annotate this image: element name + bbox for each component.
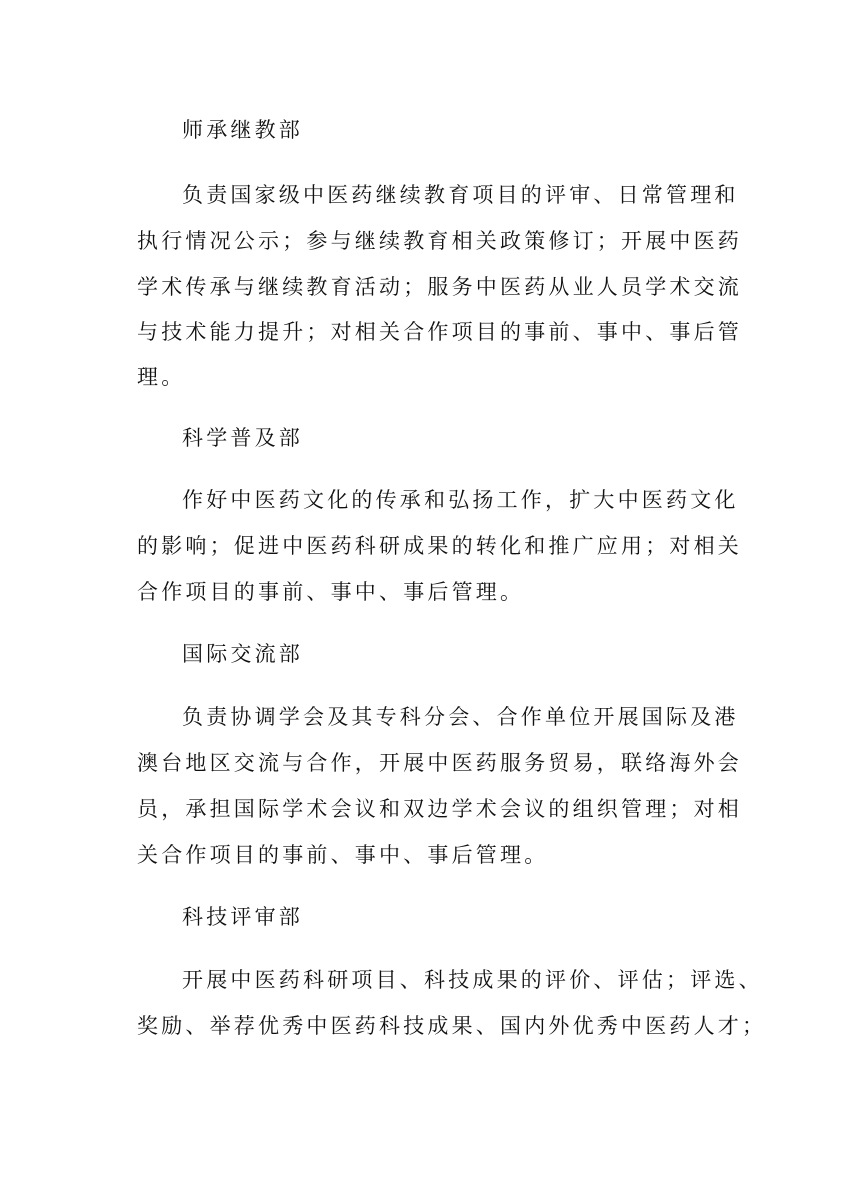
paragraph-line: 奖励、举荐优秀中医药科技成果、国内外优秀中医药人才； bbox=[137, 1014, 767, 1038]
paragraph-line: 学术传承与继续教育活动；服务中医药从业人员学术交流 bbox=[137, 275, 742, 299]
section-heading: 国际交流部 bbox=[182, 642, 303, 666]
paragraph-line: 澳台地区交流与合作，开展中医药服务贸易，联络海外会 bbox=[137, 751, 742, 775]
paragraph-line: 员，承担国际学术会议和双边学术会议的组织管理；对相 bbox=[137, 797, 742, 821]
paragraph-line: 作好中医药文化的传承和弘扬工作，扩大中医药文化 bbox=[182, 488, 739, 512]
section-heading: 师承继教部 bbox=[182, 118, 303, 142]
section-heading: 科技评审部 bbox=[182, 905, 303, 929]
paragraph-line: 执行情况公示；参与继续教育相关政策修订；开展中医药 bbox=[137, 229, 742, 253]
paragraph-line: 与技术能力提升；对相关合作项目的事前、事中、事后管 bbox=[137, 320, 742, 344]
paragraph-line: 负责协调学会及其专科分会、合作单位开展国际及港 bbox=[182, 705, 739, 729]
paragraph-line: 开展中医药科研项目、科技成果的评价、评估；评选、 bbox=[182, 968, 763, 992]
paragraph-line: 理。 bbox=[137, 365, 186, 389]
paragraph-line: 关合作项目的事前、事中、事后管理。 bbox=[137, 843, 549, 867]
paragraph-line: 负责国家级中医药继续教育项目的评审、日常管理和 bbox=[182, 183, 739, 207]
section-heading: 科学普及部 bbox=[182, 426, 303, 450]
paragraph-line: 合作项目的事前、事中、事后管理。 bbox=[137, 580, 525, 604]
paragraph-line: 的影响；促进中医药科研成果的转化和推广应用；对相关 bbox=[137, 534, 742, 558]
